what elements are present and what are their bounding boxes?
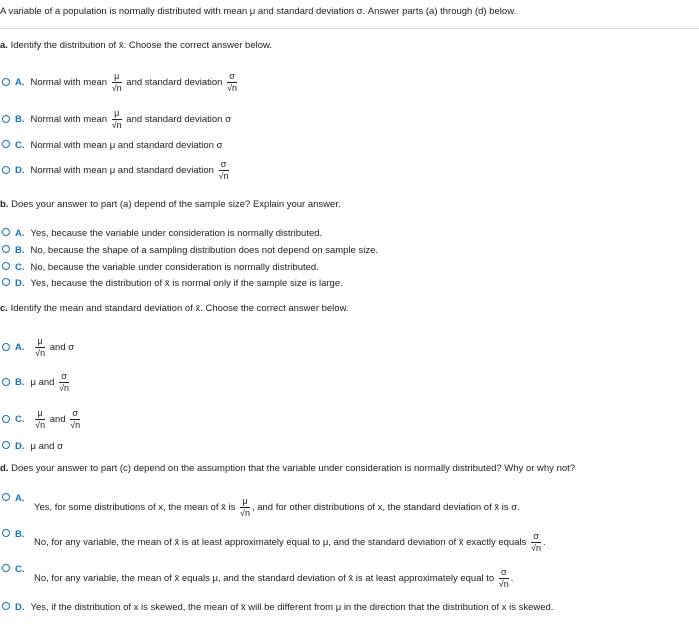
intro-text: A variable of a population is normally distributed with mean μ and standard deviation σ. Answer parts (a) through (d) below. bbox=[0, 6, 517, 17]
fraction-sigma-over-sqrt-n: $\frac{\sigma}{√n}$ bbox=[59, 371, 70, 393]
fraction-sigma-over-sqrt-n: $\frac{\sigma}{√n}$ bbox=[531, 531, 541, 553]
fraction-sigma-over-sqrt-n: $\frac{\sigma}{√n}$ bbox=[70, 408, 81, 430]
radio-button[interactable] bbox=[2, 564, 10, 572]
part-a-option-c[interactable]: C. Normal with mean μ and standard deviation σ bbox=[2, 140, 222, 151]
part-a-option-b[interactable]: B. Normal with mean $\frac{\mu}{√n}$ and standard deviation σ bbox=[2, 109, 231, 130]
radio-button[interactable] bbox=[2, 343, 10, 351]
divider bbox=[0, 28, 699, 29]
part-d-question bbox=[0, 463, 575, 474]
part-b-question-text: Does your answer to part (a) depend of the sample size? Explain your answer. bbox=[11, 199, 341, 210]
part-b-label: b. bbox=[0, 199, 9, 210]
fraction-mu-over-sqrt-n: $\frac{\mu}{√n}$ bbox=[111, 71, 122, 93]
fraction-sigma-over-sqrt-n: $\frac{\sigma}{√n}$ bbox=[227, 71, 238, 93]
part-d-label: d. bbox=[0, 463, 9, 474]
part-a-option-a[interactable]: A. Normal with mean $\frac{\mu}{√n}$ and standard deviation $\frac{\sigma}{√n}$ bbox=[2, 72, 239, 93]
part-c-option-d[interactable]: D. μ and σ bbox=[2, 441, 63, 452]
part-d-option-a: Yes, for some distributions of x, the mean of x̄ is $\frac{\mu}{√n}$ , and for other distributions of x, the standard deviation of x̄ is σ. bbox=[34, 496, 520, 518]
radio-button[interactable] bbox=[2, 415, 10, 423]
part-d-option-c-selector[interactable]: C. bbox=[2, 564, 31, 575]
radio-button[interactable] bbox=[2, 529, 10, 537]
radio-button[interactable] bbox=[2, 278, 10, 286]
part-b-option-c[interactable]: C. No, because the variable under consideration is normally distributed. bbox=[2, 262, 319, 273]
part-a-question bbox=[0, 40, 272, 51]
part-d-option-b-selector[interactable]: B. bbox=[2, 529, 31, 540]
part-d-option-b: No, for any variable, the mean of x̄ is at least approximately equal to μ, and the standard deviation of x̄ exactly equals $\frac{\sigma}{√n}$ . bbox=[34, 531, 546, 553]
part-c-label: c. bbox=[0, 303, 8, 314]
fraction-sigma-over-sqrt-n: $\frac{\sigma}{√n}$ bbox=[498, 567, 509, 589]
part-c-option-b[interactable]: B. μ and $\frac{\sigma}{√n}$ bbox=[2, 372, 71, 393]
radio-button[interactable] bbox=[2, 245, 10, 253]
part-d-option-c: No, for any variable, the mean of x̄ equals μ, and the standard deviation of x̄ is at least approximately equal to $\frac{\sigma}{√n}$ . bbox=[34, 567, 514, 589]
part-c-option-c[interactable]: C. $\frac{\mu}{√n}$ and $\frac{\sigma}{√n}$ bbox=[2, 409, 82, 430]
radio-button[interactable] bbox=[2, 115, 10, 123]
fraction-mu-over-sqrt-n: $\frac{\mu}{√n}$ bbox=[240, 496, 250, 518]
radio-button[interactable] bbox=[2, 166, 10, 174]
part-a-option-d[interactable]: D. Normal with mean μ and standard deviation $\frac{\sigma}{√n}$ bbox=[2, 160, 231, 181]
radio-button[interactable] bbox=[2, 441, 10, 449]
part-c-option-a[interactable]: A. $\frac{\mu}{√n}$ and σ bbox=[2, 337, 74, 358]
part-d-option-d[interactable]: D. Yes, if the distribution of x is skewed, the mean of x̄ will be different from μ in the direction that the distribution of x is skewed. bbox=[2, 602, 553, 613]
part-d-question-text: Does your answer to part (c) depend on the assumption that the variable under consideration is normally distributed? Why or why not? bbox=[11, 463, 576, 474]
radio-button[interactable] bbox=[2, 140, 10, 148]
radio-button[interactable] bbox=[2, 602, 10, 610]
part-d-option-a-selector[interactable]: A. bbox=[2, 493, 31, 504]
fraction-mu-over-sqrt-n: $\frac{\mu}{√n}$ bbox=[35, 408, 46, 430]
part-b-option-a[interactable]: A. Yes, because the variable under consideration is normally distributed. bbox=[2, 228, 322, 239]
part-a-label: a. bbox=[0, 40, 8, 51]
radio-button[interactable] bbox=[2, 228, 10, 236]
radio-button[interactable] bbox=[2, 78, 10, 86]
fraction-mu-over-sqrt-n: $\frac{\mu}{√n}$ bbox=[35, 336, 46, 358]
part-c-question-text: Identify the mean and standard deviation of x̄. Choose the correct answer below. bbox=[10, 303, 349, 314]
part-b-option-d[interactable]: D. Yes, because the distribution of x̄ is normal only if the sample size is large. bbox=[2, 278, 343, 289]
part-b-question bbox=[0, 199, 341, 210]
radio-button[interactable] bbox=[2, 493, 10, 501]
radio-button[interactable] bbox=[2, 262, 10, 270]
radio-button[interactable] bbox=[2, 378, 10, 386]
fraction-sigma-over-sqrt-n: $\frac{\sigma}{√n}$ bbox=[218, 159, 229, 181]
part-c-question bbox=[0, 303, 349, 314]
part-b-option-b[interactable]: B. No, because the shape of a sampling distribution does not depend on sample size. bbox=[2, 245, 378, 256]
fraction-mu-over-sqrt-n: $\frac{\mu}{√n}$ bbox=[111, 108, 122, 130]
part-a-question-text: Identify the distribution of x̄. Choose the correct answer below. bbox=[10, 40, 272, 51]
